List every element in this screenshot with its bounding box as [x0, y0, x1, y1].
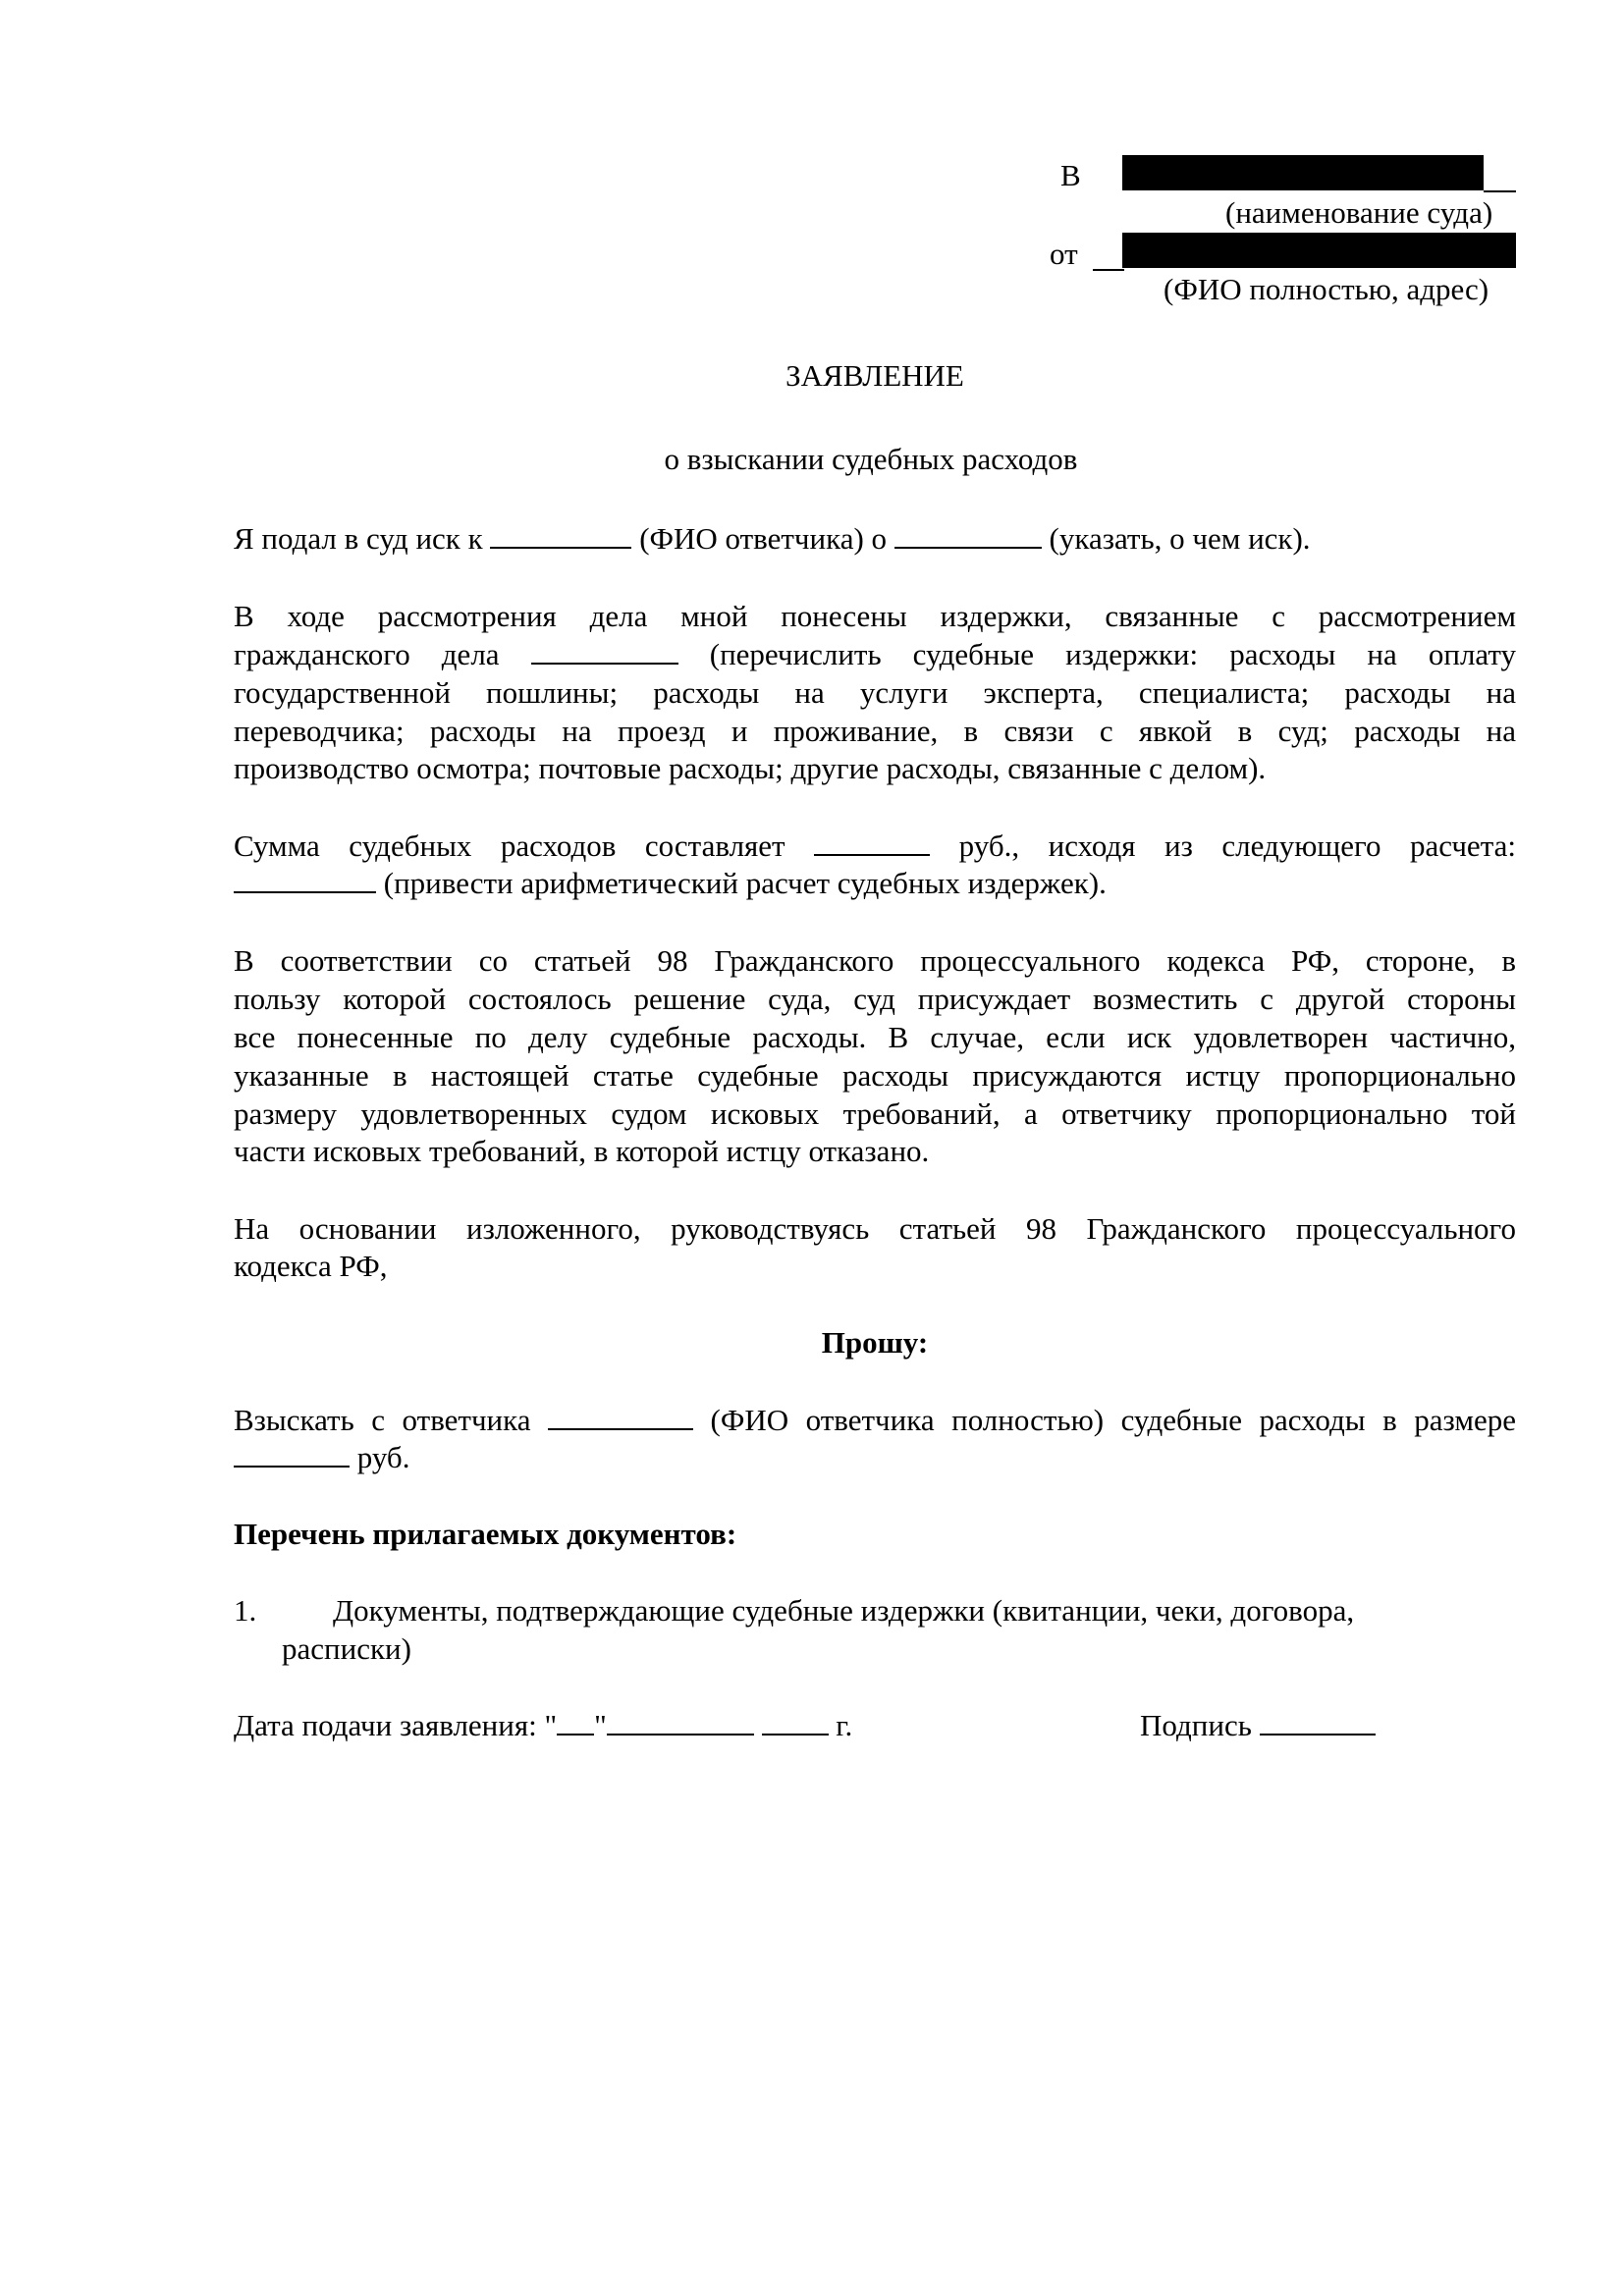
sum-blank	[814, 828, 930, 856]
p6-line-2	[234, 1439, 409, 1476]
p4-line-1: В соответствии со статьей 98 Гражданского процессуального кодекса РФ, стороне, в	[234, 943, 1516, 978]
p2-line-3: государственной пошлины; расходы на услуги эксперта, специалиста; расходы на	[234, 675, 1516, 710]
month-blank	[607, 1708, 754, 1735]
p5-line-2: кодекса РФ,	[234, 1249, 388, 1283]
case-blank	[531, 637, 678, 665]
p3-text-b: руб., исходя из следующего расчета:	[958, 828, 1516, 863]
signature-label: Подпись	[1140, 1708, 1252, 1742]
p2-line-4: переводчика; расходы на проезд и проживание, в связи с явкой в суд; расходы на	[234, 714, 1516, 748]
attachment-number: 1.	[234, 1593, 257, 1628]
year-blank	[762, 1708, 829, 1735]
p3-line-1	[234, 827, 1516, 865]
p3-text-c: (привести арифметический расчет судебных издержек).	[383, 866, 1107, 900]
p6-line-1	[234, 1401, 1516, 1439]
court-name-underline	[1484, 165, 1516, 192]
day-blank	[557, 1708, 594, 1735]
p3-line-2	[234, 865, 1107, 902]
p6-text-a: Взыскать с ответчика	[234, 1403, 531, 1437]
p2-text-b: (перечислить судебные издержки: расходы на оплату	[709, 637, 1517, 671]
p4-line-6: части исковых требований, в которой истцу отказано.	[234, 1134, 930, 1168]
p2-line-1: В ходе рассмотрения дела мной понесены издержки, связанные с рассмотрением	[234, 599, 1516, 633]
signature-blank	[1260, 1708, 1376, 1735]
quote-open: "	[544, 1708, 558, 1742]
p1-text-c: (указать, о чем иск).	[1049, 521, 1311, 556]
p5-line-1: На основании изложенного, руководствуясь статьей 98 Гражданского процессуального	[234, 1211, 1516, 1246]
p6-text-c: руб.	[356, 1440, 410, 1474]
year-suffix: г.	[836, 1708, 853, 1742]
p3-text-a: Сумма судебных расходов составляет	[234, 828, 785, 863]
defendant-full-name-blank	[548, 1403, 693, 1430]
redacted-applicant-name	[1122, 233, 1516, 268]
to-prefix: В	[1060, 158, 1081, 192]
applicant-caption: (ФИО полностью, адрес)	[1164, 272, 1489, 306]
attachment-line-1: Документы, подтверждающие судебные издержки (квитанции, чеки, договора,	[333, 1593, 1355, 1628]
calculation-blank	[234, 866, 376, 893]
applicant-underline	[1093, 243, 1124, 271]
p6-text-b: (ФИО ответчика полностью) судебные расходы в размере	[710, 1403, 1517, 1437]
claim-subject-blank	[894, 521, 1042, 549]
paragraph-claim	[234, 520, 1311, 558]
date-label: Дата подачи заявления:	[234, 1708, 537, 1742]
applicant-line	[1050, 236, 1078, 273]
p1-text-a: Я подал в суд иск к	[234, 521, 483, 556]
redacted-court-name	[1122, 155, 1484, 190]
p2-line-2	[234, 635, 1516, 673]
request-heading: Прошу:	[821, 1325, 929, 1360]
court-caption: (наименование суда)	[1225, 195, 1493, 230]
p4-line-4: указанные в настоящей статье судебные расходы присуждаются истцу пропорционально	[234, 1058, 1516, 1093]
p1-text-b: (ФИО ответчика) о	[639, 521, 888, 556]
p4-line-3: все понесенные по делу судебные расходы. В случае, если иск удовлетворен частично,	[234, 1020, 1516, 1054]
from-prefix: от	[1050, 237, 1078, 271]
defendant-name-blank	[490, 521, 631, 549]
document-title: ЗАЯВЛЕНИЕ	[785, 358, 964, 393]
p2-text-a: гражданского дела	[234, 637, 500, 671]
p4-line-5: размеру удовлетворенных судом исковых требований, а ответчику пропорционально той	[234, 1096, 1516, 1131]
p2-line-5: производство осмотра; почтовые расходы; другие расходы, связанные с делом).	[234, 751, 1267, 785]
amount-blank	[234, 1440, 350, 1468]
court-line	[1060, 157, 1081, 194]
quote-close: "	[594, 1708, 607, 1742]
attachment-line-2: расписки)	[282, 1631, 411, 1666]
filing-date-line	[234, 1707, 852, 1744]
signature-line	[1140, 1707, 1376, 1744]
attachments-heading: Перечень прилагаемых документов:	[234, 1517, 737, 1551]
document-subtitle: о взыскании судебных расходов	[664, 442, 1078, 476]
p4-line-2: пользу которой состоялось решение суда, суд присуждает возместить с другой стороны	[234, 982, 1516, 1016]
